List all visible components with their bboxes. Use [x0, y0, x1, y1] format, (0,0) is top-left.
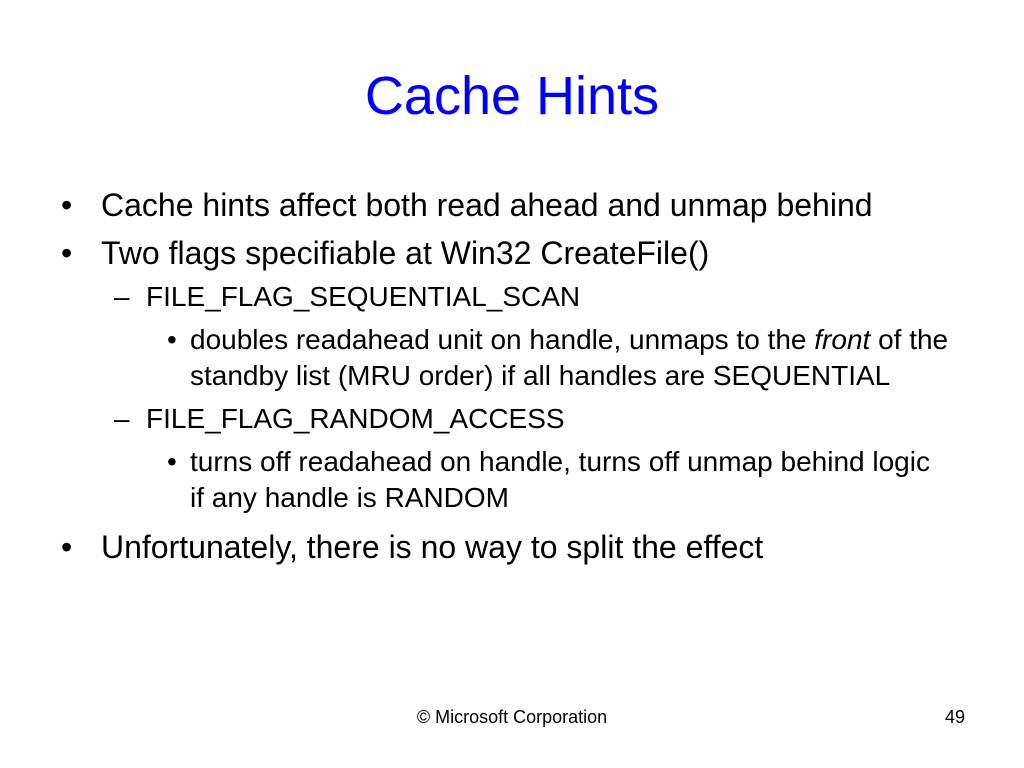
slide-body	[0, 186, 1024, 566]
bullet-marker: •	[61, 235, 73, 271]
sub-sub-bullet-item	[0, 444, 950, 516]
sub-sub-bullet-text	[190, 324, 948, 391]
emphasis-text: front	[814, 324, 871, 355]
bullet-marker: •	[61, 529, 73, 565]
bullet-text: Cache hints affect both read ahead and unmap behind	[101, 187, 873, 223]
dash-marker: –	[114, 281, 130, 312]
bullet-item	[0, 234, 951, 272]
bullet-marker: •	[61, 187, 73, 223]
text-after-emphasis: of the standby list (MRU order) if all handles are SEQUENTIAL	[190, 324, 949, 391]
footer-copyright: © Microsoft Corporation	[416, 707, 608, 727]
bullet-item	[0, 528, 951, 566]
text-before-emphasis: doubles readahead unit on handle, unmaps to the	[190, 324, 815, 355]
sub-bullet-item	[0, 280, 946, 314]
bullet-marker: •	[167, 324, 177, 355]
sub-bullet-item	[0, 402, 946, 436]
sub-sub-bullet-text: turns off readahead on handle, turns off unmap behind logic if any handle is RANDOM	[190, 446, 930, 513]
bullet-item	[0, 186, 951, 224]
page-number: 49	[944, 707, 965, 727]
sub-bullet-text: FILE_FLAG_SEQUENTIAL_SCAN	[146, 281, 581, 312]
bullet-marker: •	[167, 446, 177, 477]
slide-title: Cache Hints	[364, 66, 660, 126]
sub-sub-bullet-item	[0, 322, 950, 394]
bullet-text: Unfortunately, there is no way to split the effect	[101, 529, 764, 565]
sub-bullet-text: FILE_FLAG_RANDOM_ACCESS	[146, 403, 565, 434]
dash-marker: –	[114, 403, 130, 434]
bullet-text: Two flags specifiable at Win32 CreateFile()	[101, 235, 710, 271]
